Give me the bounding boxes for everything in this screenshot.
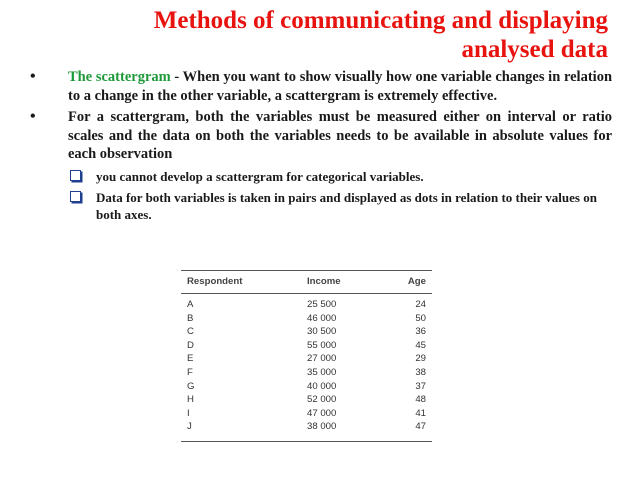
header-respondent: Respondent bbox=[187, 276, 243, 287]
table-row bbox=[181, 394, 432, 407]
cell-income: 55 000 bbox=[307, 339, 337, 351]
cell-age: 48 bbox=[415, 394, 426, 406]
cell-age: 47 bbox=[415, 421, 426, 433]
bullet-text: For a scattergram, both the variables must be measured either on interval or ratio scales and the data on both the variables needs to be available in absolute values for each observation bbox=[68, 109, 612, 162]
cell-income: 35 000 bbox=[307, 367, 337, 378]
cell-respondent: I bbox=[187, 407, 190, 419]
table-row bbox=[181, 313, 432, 326]
checkbox-icon bbox=[70, 191, 81, 202]
cell-age: 24 bbox=[415, 299, 426, 310]
bullet-scattergram bbox=[30, 68, 612, 105]
cell-age: 50 bbox=[415, 312, 426, 324]
cell-age: 36 bbox=[415, 326, 426, 338]
checkbox-icon bbox=[70, 170, 81, 181]
data-table bbox=[181, 270, 432, 442]
table-row bbox=[181, 367, 432, 380]
table-row bbox=[181, 381, 432, 394]
cell-respondent: E bbox=[187, 353, 194, 365]
cell-income: 25 500 bbox=[307, 299, 337, 310]
cell-income: 27 000 bbox=[307, 353, 337, 365]
bullet-dot-icon: • bbox=[30, 68, 36, 85]
cell-income: 52 000 bbox=[307, 394, 337, 406]
cell-respondent: G bbox=[187, 380, 195, 392]
table-row bbox=[181, 299, 432, 312]
bullet-highlight: The scattergram bbox=[68, 69, 171, 85]
table-row bbox=[181, 421, 432, 434]
header-age: Age bbox=[407, 276, 426, 287]
cell-respondent: C bbox=[187, 326, 194, 338]
cell-respondent: J bbox=[187, 421, 192, 433]
subpoint-text: Data for both variables is taken in pairs and displayed as dots in relation to their values on both axes. bbox=[96, 189, 597, 222]
header-income: Income bbox=[307, 276, 341, 287]
cell-respondent: F bbox=[187, 367, 193, 378]
cell-age: 29 bbox=[415, 353, 426, 365]
slide-content bbox=[30, 68, 612, 223]
cell-age: 37 bbox=[415, 380, 426, 392]
table-row bbox=[181, 340, 432, 353]
table-top-rule bbox=[181, 270, 432, 271]
cell-respondent: A bbox=[187, 299, 194, 310]
cell-income: 38 000 bbox=[307, 421, 337, 433]
subpoint-categorical bbox=[30, 168, 612, 185]
cell-respondent: H bbox=[187, 394, 194, 406]
bullet-scales bbox=[30, 108, 612, 164]
table-row bbox=[181, 408, 432, 421]
table-row bbox=[181, 326, 432, 339]
table-header-rule bbox=[181, 293, 432, 294]
subpoint-text: you cannot develop a scattergram for categorical variables. bbox=[96, 168, 424, 184]
cell-income: 40 000 bbox=[307, 380, 337, 392]
cell-income: 30 500 bbox=[307, 326, 337, 338]
cell-age: 38 bbox=[415, 367, 426, 378]
table-bottom-rule bbox=[181, 441, 432, 442]
cell-respondent: D bbox=[187, 339, 194, 351]
cell-income: 46 000 bbox=[307, 312, 337, 324]
title-line-2: analysed data bbox=[461, 36, 608, 63]
table-row bbox=[181, 353, 432, 366]
cell-age: 45 bbox=[415, 339, 426, 351]
cell-income: 47 000 bbox=[307, 407, 337, 419]
bullet-text: - When you want to show visually how one variable changes in relation to a change in the other variable, a scattergram is extremely effective. bbox=[68, 69, 613, 104]
subpoint-pairs bbox=[30, 189, 612, 223]
slide-title bbox=[60, 6, 608, 64]
cell-age: 41 bbox=[415, 407, 426, 419]
cell-respondent: B bbox=[187, 312, 194, 324]
title-line-1: Methods of communicating and displaying bbox=[153, 7, 608, 34]
bullet-dot-icon: • bbox=[30, 108, 36, 125]
